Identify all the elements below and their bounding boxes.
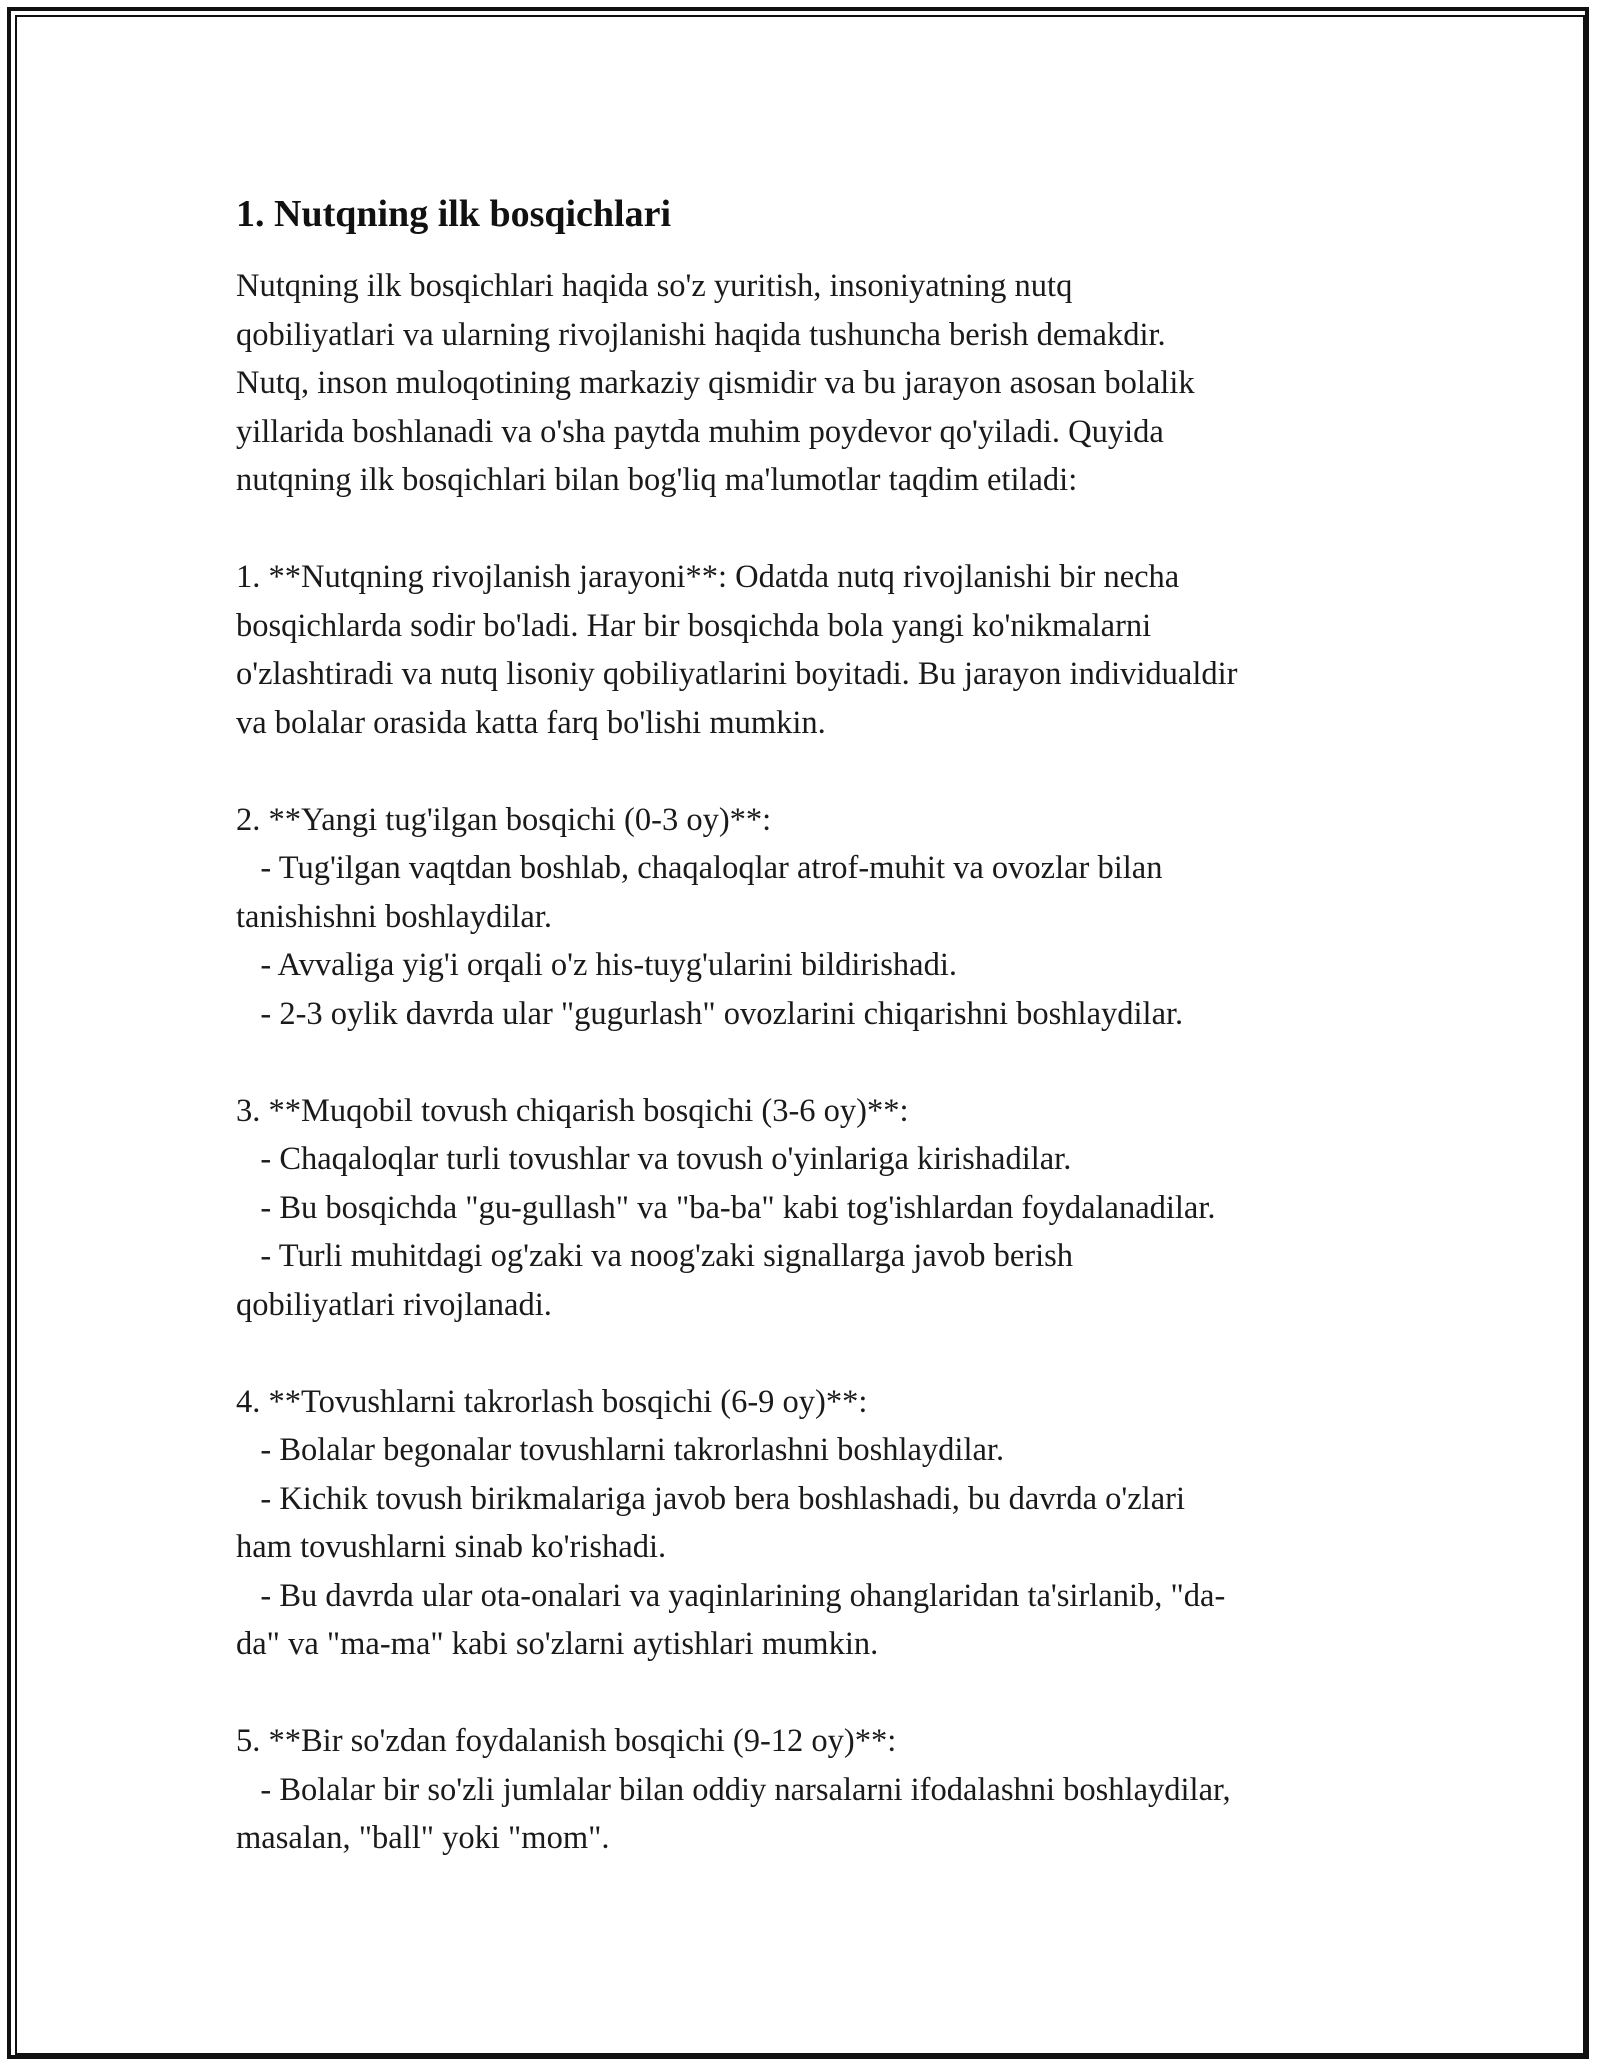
text-line: - Tug'ilgan vaqtdan boshlab, chaqaloqlar atrof-muhit va ovozlar bilan: [236, 850, 1163, 886]
text-line: 1. **Nutqning rivojlanish jarayoni**: Odatda nutq rivojlanishi bir necha: [236, 559, 1180, 595]
text-line: 4. **Tovushlarni takrorlash bosqichi (6-9 oy)**:: [236, 1383, 868, 1420]
text-line: o'zlashtiradi va nutq lisoniy qobiliyatlarini boyitadi. Bu jarayon individualdir: [236, 656, 1238, 692]
text-line: yillarida boshlanadi va o'sha paytda muhim poydevor qo'yiladi. Quyida: [236, 413, 1164, 450]
blank-line: [236, 505, 1376, 554]
blank-line: [236, 1669, 1376, 1718]
text-block: [236, 262, 1376, 1863]
text-line: bosqichlarda sodir bo'ladi. Har bir bosqichda bola yangi ko'nikmalarni: [236, 607, 1152, 644]
blank-line: [236, 1038, 1376, 1087]
blank-line: [236, 1329, 1376, 1378]
text-line: masalan, "ball" yoki "mom".: [236, 1820, 610, 1856]
document-body: [236, 186, 1376, 1863]
blank-line: [236, 747, 1376, 796]
text-line: - Bu bosqichda "gu-gullash" va "ba-ba" kabi tog'ishlardan foydalanadilar.: [236, 1189, 1216, 1226]
text-line: - Chaqaloqlar turli tovushlar va tovush o'yinlariga kirishadilar.: [236, 1141, 1072, 1177]
text-line: 3. **Muqobil tovush chiqarish bosqichi (3-6 oy)**:: [236, 1092, 909, 1129]
text-line: - 2-3 oylik davrda ular "gugurlash" ovozlarini chiqarishni boshlaydilar.: [236, 995, 1184, 1032]
text-line: - Bu davrda ular ota-onalari va yaqinlarining ohanglaridan ta'sirlanib, "da-: [236, 1577, 1226, 1614]
section-heading: 1. Nutqning ilk bosqichlari: [236, 193, 672, 235]
text-line: nutqning ilk bosqichlari bilan bog'liq ma'lumotlar taqdim etiladi:: [236, 462, 1078, 498]
text-line: 5. **Bir so'zdan foydalanish bosqichi (9-12 oy)**:: [236, 1723, 897, 1759]
text-line: qobiliyatlari va ularning rivojlanishi haqida tushuncha berish demakdir.: [236, 316, 1166, 353]
text-line: da" va "ma-ma" kabi so'zlarni aytishlari mumkin.: [236, 1626, 879, 1662]
text-line: qobiliyatlari rivojlanadi.: [236, 1286, 552, 1323]
text-line: - Bolalar begonalar tovushlarni takrorlashni boshlaydilar.: [236, 1432, 1005, 1468]
text-line: - Bolalar bir so'zli jumlalar bilan oddiy narsalarni ifodalashni boshlaydilar,: [236, 1771, 1231, 1808]
text-line: - Kichik tovush birikmalariga javob bera boshlashadi, bu davrda o'zlari: [236, 1480, 1185, 1517]
text-line: va bolalar orasida katta farq bo'lishi mumkin.: [236, 704, 826, 741]
text-line: tanishishni boshlaydilar.: [236, 898, 552, 935]
text-line: - Avvaliga yig'i orqali o'z his-tuyg'ularini bildirishadi.: [236, 947, 958, 983]
text-line: ham tovushlarni sinab ko'rishadi.: [236, 1529, 667, 1565]
text-line: - Turli muhitdagi og'zaki va noog'zaki signallarga javob berish: [236, 1238, 1074, 1274]
text-line: Nutqning ilk bosqichlari haqida so'z yuritish, insoniyatning nutq: [236, 268, 1073, 304]
text-line: 2. **Yangi tug'ilgan bosqichi (0-3 oy)**:: [236, 801, 772, 838]
text-line: Nutq, inson muloqotining markaziy qismidir va bu jarayon asosan bolalik: [236, 365, 1195, 401]
